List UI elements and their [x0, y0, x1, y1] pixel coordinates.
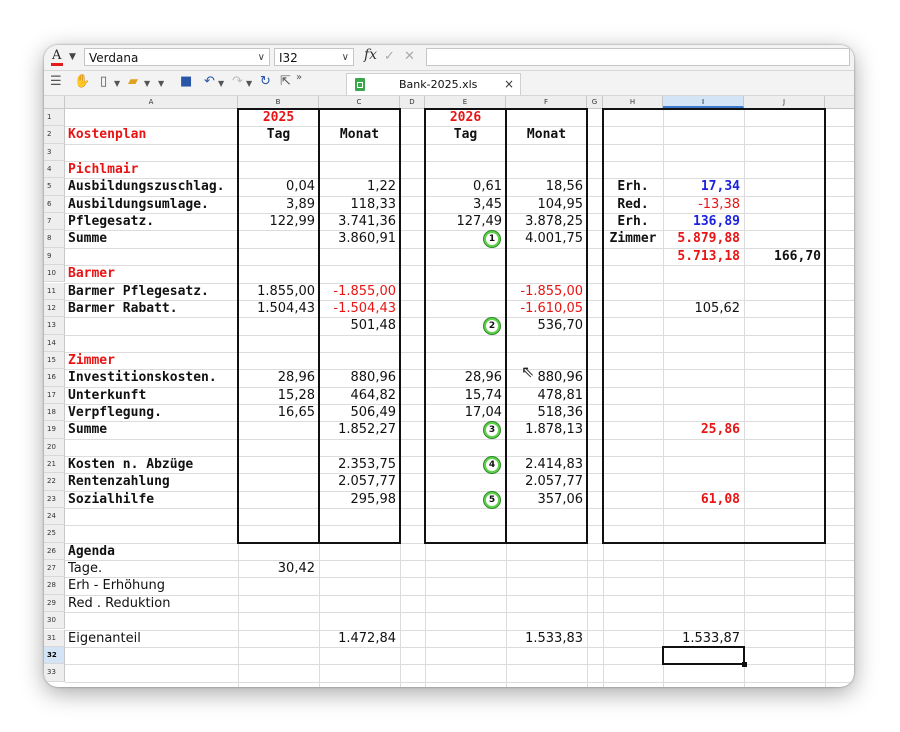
row-header-29[interactable]: 29 [44, 595, 65, 612]
font-color-dropdown-icon[interactable]: ▼ [69, 52, 76, 62]
cell-f6[interactable]: 104,95 [537, 196, 583, 212]
cell-f7[interactable]: 3.878,25 [525, 214, 583, 230]
cell-a16[interactable]: Investitionskosten. [68, 370, 217, 386]
cell-a26[interactable]: Agenda [68, 543, 115, 559]
cell-b12[interactable]: 1.504,43 [257, 300, 315, 316]
column-header-g[interactable]: G [587, 96, 603, 108]
column-header-e[interactable]: E [425, 96, 506, 108]
cell-e1[interactable]: 2026 [449, 110, 482, 125]
column-header-a[interactable]: A [65, 96, 238, 108]
row-header-12[interactable]: 12 [44, 300, 65, 317]
chevron-down-icon[interactable]: ∨ [341, 52, 349, 63]
cell-c17[interactable]: 464,82 [350, 387, 396, 403]
row-header-22[interactable]: 22 [44, 473, 65, 490]
cell-f19[interactable]: 1.878,13 [525, 422, 583, 438]
row-header-30[interactable]: 30 [44, 612, 65, 629]
cell-a2[interactable]: Kostenplan [68, 127, 147, 143]
spreadsheet-file-icon [355, 78, 365, 91]
row-header-32[interactable]: 32 [44, 647, 65, 664]
cell-a28[interactable]: Erh - Erhöhung [68, 578, 166, 594]
font-name-select[interactable] [84, 48, 270, 66]
step-badge-5 [483, 491, 501, 509]
step-badge-number: 2 [486, 320, 498, 332]
function-wizard-icon[interactable]: fx [364, 47, 378, 63]
cell-i31[interactable]: 1.533,87 [682, 630, 740, 646]
cell-b11[interactable]: 1.855,00 [257, 283, 315, 299]
cell-c8[interactable]: 3.860,91 [338, 231, 396, 247]
cell-f23[interactable]: 357,06 [537, 491, 583, 507]
cell-i8[interactable]: 5.879,88 [677, 231, 740, 247]
redo-icon[interactable]: ↷ [232, 74, 243, 89]
cell-h5[interactable]: Erh. [617, 179, 649, 195]
chevron-down-icon[interactable]: ∨ [257, 52, 265, 63]
accept-icon[interactable]: ✓ [384, 49, 395, 64]
cell-e6[interactable]: 3,45 [473, 196, 502, 212]
cell-c5[interactable]: 1,22 [367, 179, 396, 195]
cell-a10[interactable]: Barmer [68, 266, 115, 282]
cell-reference-box[interactable] [274, 48, 354, 66]
row-header-24[interactable]: 24 [44, 508, 65, 525]
row-header-18[interactable]: 18 [44, 404, 65, 421]
box-2025-divider [318, 108, 320, 544]
cell-b5[interactable]: 0,04 [286, 179, 315, 195]
cell-a6[interactable]: Ausbildungsumlage. [68, 196, 209, 212]
row-header-27[interactable]: 27 [44, 560, 65, 577]
chevron-down-icon[interactable]: ▼ [114, 79, 121, 88]
cell-i7[interactable]: 136,89 [693, 214, 740, 230]
cell-b6[interactable]: 3,89 [286, 196, 315, 212]
more-icon[interactable]: » [296, 72, 303, 83]
cell-a31[interactable]: Eigenanteil [68, 630, 141, 646]
cell-c22[interactable]: 2.057,77 [338, 474, 396, 490]
step-badge-number: 5 [486, 494, 498, 506]
cell-c23[interactable]: 295,98 [350, 491, 396, 507]
step-badge-4 [483, 456, 501, 474]
row-header-33[interactable]: 33 [44, 664, 65, 681]
select-all-corner[interactable] [44, 96, 65, 108]
cell-e7[interactable]: 127,49 [456, 214, 502, 230]
row-header-9[interactable]: 9 [44, 248, 65, 265]
cell-f12[interactable]: -1.610,05 [520, 300, 583, 316]
cell-i19[interactable]: 25,86 [700, 422, 740, 438]
cell-a8[interactable]: Summe [68, 231, 108, 247]
cell-reference-value: I32 [279, 51, 298, 65]
cell-f22[interactable]: 2.057,77 [525, 474, 583, 490]
cell-c12[interactable]: -1.504,43 [333, 300, 396, 316]
cell-f13[interactable]: 536,70 [537, 318, 583, 334]
cell-e18[interactable]: 17,04 [464, 404, 502, 420]
row-header-10[interactable]: 10 [44, 265, 65, 282]
cell-a12[interactable]: Barmer Rabatt. [68, 300, 178, 316]
row-header-4[interactable]: 4 [44, 161, 65, 178]
cell-a15[interactable]: Zimmer [68, 352, 115, 368]
step-badge-number: 3 [486, 424, 498, 436]
row-gridline [65, 612, 854, 613]
cell-b18[interactable]: 16,65 [277, 404, 315, 420]
cell-a17[interactable]: Unterkunft [68, 387, 147, 403]
row-header-19[interactable]: 19 [44, 421, 65, 438]
cell-a27[interactable]: Tage. [68, 561, 103, 577]
formula-bar [44, 45, 854, 71]
row-header-14[interactable]: 14 [44, 335, 65, 352]
cell-b16[interactable]: 28,96 [277, 370, 315, 386]
row-header-20[interactable]: 20 [44, 439, 65, 456]
cell-c7[interactable]: 3.741,36 [338, 214, 396, 230]
row-header-26[interactable]: 26 [44, 543, 65, 560]
cell-a5[interactable]: Ausbildungszuschlag. [68, 179, 225, 195]
cell-b1[interactable]: 2025 [262, 110, 295, 125]
mouse-pointer-icon: ⇖ [521, 362, 535, 381]
spreadsheet-window [44, 45, 854, 687]
cell-f5[interactable]: 18,56 [545, 179, 583, 195]
menu-icon[interactable]: ☰ [50, 74, 62, 89]
cell-b2[interactable]: Tag [266, 127, 291, 143]
step-badge-number: 1 [486, 233, 498, 245]
chevron-down-icon[interactable]: ▼ [246, 79, 253, 88]
chevron-down-icon[interactable]: ▼ [218, 79, 225, 88]
box-comparison [602, 108, 826, 544]
hand-icon[interactable]: ✋ [74, 74, 91, 89]
cell-b7[interactable]: 122,99 [269, 214, 315, 230]
font-color-swatch [51, 63, 63, 66]
column-header-b[interactable]: B [238, 96, 319, 108]
cell-c11[interactable]: -1.855,00 [333, 283, 396, 299]
cell-i5[interactable]: 17,34 [700, 179, 740, 195]
cell-e16[interactable]: 28,96 [464, 370, 502, 386]
new-document-icon[interactable]: ▯ [100, 74, 108, 89]
tab-document[interactable] [346, 73, 521, 95]
row-header-16[interactable]: 16 [44, 369, 65, 386]
cell-a23[interactable]: Sozialhilfe [68, 491, 155, 507]
chevron-down-icon[interactable]: ▼ [144, 79, 151, 88]
active-cell-cursor[interactable] [662, 646, 745, 665]
sheet-grid[interactable] [44, 109, 854, 687]
column-header-h[interactable]: H [603, 96, 663, 108]
font-color-button[interactable]: A [52, 48, 62, 63]
cell-f2[interactable]: Monat [526, 127, 567, 143]
font-name-value: Verdana [89, 51, 139, 65]
cell-a7[interactable]: Pflegesatz. [68, 214, 155, 230]
row-header-17[interactable]: 17 [44, 387, 65, 404]
row-header-6[interactable]: 6 [44, 196, 65, 213]
tab-title: Bank-2025.xls [399, 78, 478, 91]
row-header-5[interactable]: 5 [44, 178, 65, 195]
cell-b27[interactable]: 30,42 [277, 561, 315, 577]
cell-e17[interactable]: 15,74 [464, 387, 502, 403]
row-header-8[interactable]: 8 [44, 230, 65, 247]
row-header-21[interactable]: 21 [44, 456, 65, 473]
save-icon[interactable]: ■ [180, 74, 193, 89]
row-header-7[interactable]: 7 [44, 213, 65, 230]
cell-i12[interactable]: 105,62 [694, 300, 740, 316]
select-pointer-icon[interactable]: ⇱ [280, 74, 291, 89]
cell-a29[interactable]: Red . Reduktion [68, 595, 171, 611]
cell-i9[interactable]: 5.713,18 [677, 248, 740, 264]
row-gridline [65, 682, 854, 683]
undo-icon[interactable]: ↶ [204, 74, 215, 89]
cell-h8[interactable]: Zimmer [609, 231, 657, 247]
cell-h7[interactable]: Erh. [617, 214, 649, 230]
cell-f16[interactable]: 880,96 [537, 370, 583, 386]
column-header-c[interactable]: C [319, 96, 400, 108]
row-header-11[interactable]: 11 [44, 283, 65, 300]
row-header-13[interactable]: 13 [44, 317, 65, 334]
cell-a19[interactable]: Summe [68, 422, 108, 438]
repeat-icon[interactable]: ↻ [260, 74, 271, 89]
cell-e2[interactable]: Tag [453, 127, 478, 143]
row-header-3[interactable]: 3 [44, 144, 65, 161]
cell-c6[interactable]: 118,33 [350, 196, 396, 212]
row-header-31[interactable]: 31 [44, 630, 65, 647]
cell-e5[interactable]: 0,61 [473, 179, 502, 195]
row-header-2[interactable]: 2 [44, 126, 65, 143]
row-header-28[interactable]: 28 [44, 577, 65, 594]
cell-c21[interactable]: 2.353,75 [338, 457, 396, 472]
row-header-23[interactable]: 23 [44, 491, 65, 508]
column-header-f[interactable]: F [506, 96, 587, 108]
cell-f31[interactable]: 1.533,83 [525, 630, 583, 646]
chevron-down-icon[interactable]: ▼ [158, 79, 165, 88]
cell-a18[interactable]: Verpflegung. [68, 404, 162, 420]
cell-j9[interactable]: 166,70 [774, 248, 821, 264]
cell-f17[interactable]: 478,81 [537, 387, 583, 403]
cell-f11[interactable]: -1.855,00 [520, 283, 583, 299]
cell-c16[interactable]: 880,96 [350, 370, 396, 386]
cell-i23[interactable]: 61,08 [700, 491, 740, 507]
column-header-i[interactable]: I [663, 96, 744, 108]
cell-a22[interactable]: Rentenzahlung [68, 474, 170, 490]
row-header-1[interactable]: 1 [44, 109, 65, 126]
cell-c18[interactable]: 506,49 [350, 404, 396, 420]
open-folder-icon[interactable]: ▰ [128, 74, 138, 89]
cell-a4[interactable]: Pichlmair [68, 162, 139, 178]
cell-b17[interactable]: 15,28 [277, 387, 315, 403]
cell-i6[interactable]: -13,38 [698, 196, 740, 212]
formula-input[interactable] [426, 48, 850, 66]
cell-c19[interactable]: 1.852,27 [338, 422, 396, 438]
row-header-25[interactable]: 25 [44, 525, 65, 542]
step-badge-number: 4 [486, 459, 498, 471]
close-tab-icon[interactable]: × [503, 77, 514, 91]
column-header-j[interactable]: J [744, 96, 825, 108]
toolbar [44, 71, 854, 96]
cell-f8[interactable]: 4.001,75 [525, 231, 583, 247]
cell-h6[interactable]: Red. [617, 196, 649, 212]
cancel-icon[interactable]: ✕ [404, 49, 415, 64]
cell-f18[interactable]: 518,36 [537, 404, 583, 420]
cell-a21[interactable]: Kosten n. Abzüge [68, 457, 194, 472]
cell-c2[interactable]: Monat [339, 127, 380, 143]
cell-a11[interactable]: Barmer Pflegesatz. [68, 283, 209, 299]
row-header-15[interactable]: 15 [44, 352, 65, 369]
cell-c13[interactable]: 501,48 [350, 318, 396, 334]
box-2026-divider [505, 108, 507, 544]
column-header-d[interactable]: D [400, 96, 425, 108]
cell-f21[interactable]: 2.414,83 [525, 457, 583, 472]
cell-c31[interactable]: 1.472,84 [338, 630, 396, 646]
